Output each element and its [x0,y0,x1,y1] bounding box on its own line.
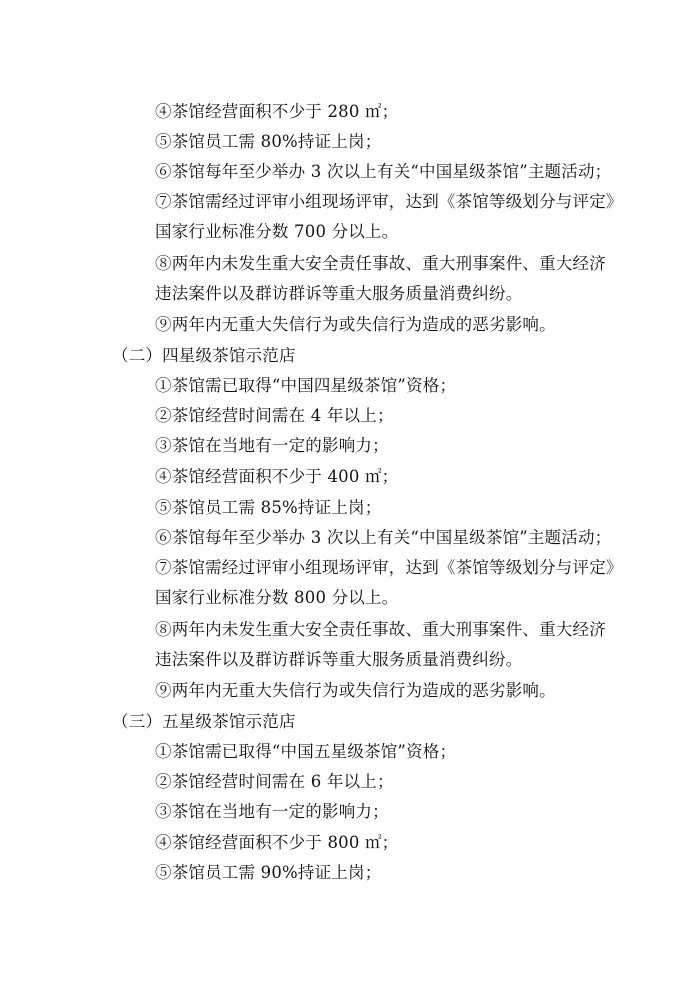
criterion-line-continuation: 国家行业标准分数 800 分以上。 [155,588,399,607]
section-heading-four-star: （二）四星级茶馆示范店 [112,346,296,365]
criterion-line: ①茶馆需已取得“中国五星级茶馆”资格； [155,742,457,761]
criterion-line-continuation: 国家行业标准分数 700 分以上。 [155,222,399,241]
criterion-line: ⑤茶馆员工需 80%持证上岗； [155,132,382,151]
section-heading-five-star: （三）五星级茶馆示范店 [112,712,296,731]
criterion-line: ②茶馆经营时间需在 6 年以上； [155,772,394,791]
criterion-line: ⑦茶馆需经过评审小组现场评审，达到《茶馆等级划分与评定》 [155,558,623,577]
criterion-line: ④茶馆经营面积不少于 400 ㎡； [155,467,399,486]
criterion-line: ②茶馆经营时间需在 4 年以上； [155,406,394,425]
criterion-line: ⑥茶馆每年至少举办 3 次以上有关“中国星级茶馆”主题活动； [155,528,612,547]
criterion-line: ⑦茶馆需经过评审小组现场评审，达到《茶馆等级划分与评定》 [155,192,623,211]
criterion-line: ①茶馆需已取得“中国四星级茶馆”资格； [155,376,457,395]
criterion-line: ⑧两年内未发生重大安全责任事故、重大刑事案件、重大经济 [155,620,606,639]
criterion-line: ④茶馆经营面积不少于 800 ㎡； [155,833,399,852]
criterion-line-continuation: 违法案件以及群访群诉等重大服务质量消费纠纷。 [155,284,523,303]
criterion-line: ③茶馆在当地有一定的影响力； [155,436,389,455]
criterion-line: ④茶馆经营面积不少于 280 ㎡； [155,102,399,121]
criterion-line: ⑥茶馆每年至少举办 3 次以上有关“中国星级茶馆”主题活动； [155,162,612,181]
criterion-line: ③茶馆在当地有一定的影响力； [155,802,389,821]
criterion-line: ⑨两年内无重大失信行为或失信行为造成的恶劣影响。 [155,681,556,700]
criterion-line: ⑧两年内未发生重大安全责任事故、重大刑事案件、重大经济 [155,254,606,273]
criterion-line: ⑤茶馆员工需 90%持证上岗； [155,863,382,882]
criterion-line-continuation: 违法案件以及群访群诉等重大服务质量消费纠纷。 [155,650,523,669]
criterion-line: ⑨两年内无重大失信行为或失信行为造成的恶劣影响。 [155,315,556,334]
criterion-line: ⑤茶馆员工需 85%持证上岗； [155,498,382,517]
